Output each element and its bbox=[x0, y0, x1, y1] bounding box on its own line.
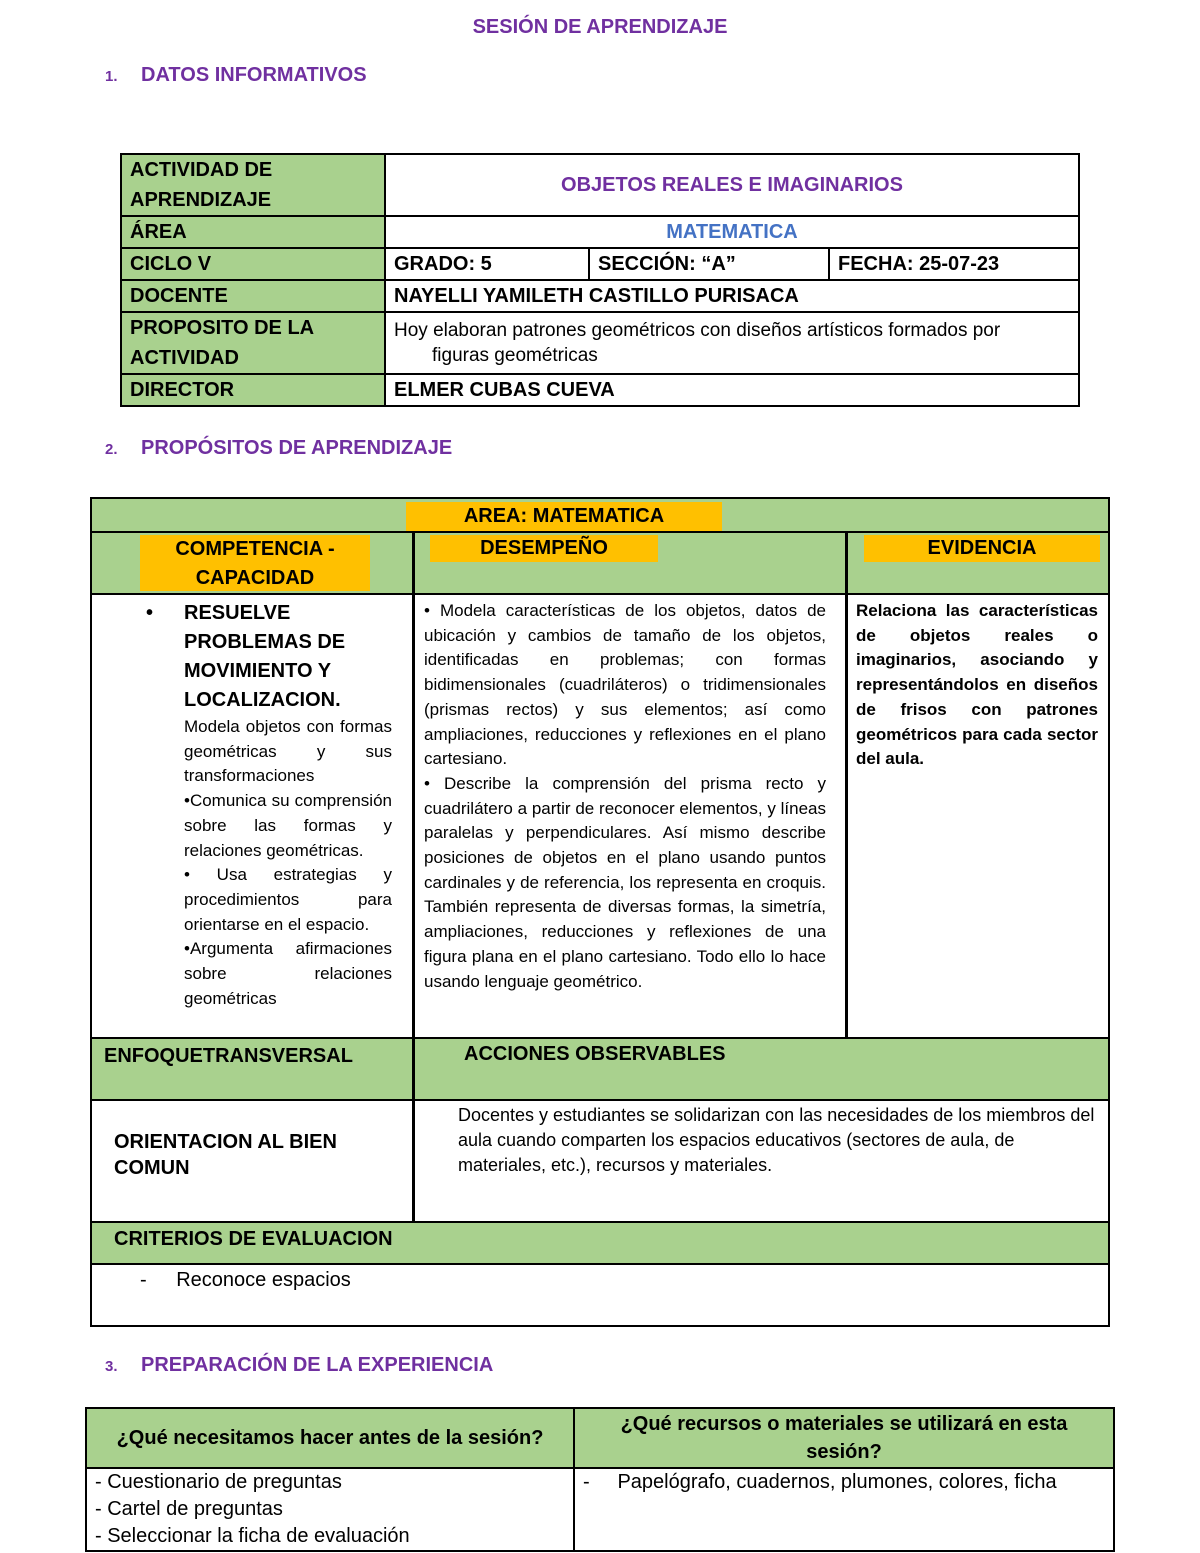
divider bbox=[92, 531, 1108, 533]
criterios-label: CRITERIOS DE EVALUACION bbox=[114, 1228, 393, 1250]
docente-value: NAYELLI YAMILETH CASTILLO PURISACA bbox=[385, 280, 1079, 312]
section-heading-1 bbox=[105, 64, 367, 87]
grado-value: GRADO: 5 bbox=[385, 248, 589, 280]
divider bbox=[92, 1099, 1108, 1101]
section-heading-2 bbox=[105, 437, 452, 460]
seccion-value: SECCIÓN: “A” bbox=[589, 248, 829, 280]
evidencia-cell: Relaciona las características de objetos reales o imaginarios, asociando y representándolos en diseños de frisos con patrones geométricos para cada sector del aula. bbox=[856, 601, 1098, 769]
area-label: ÁREA bbox=[121, 216, 385, 248]
list-item: - Cartel de preguntas bbox=[95, 1498, 283, 1520]
antes-cell bbox=[86, 1468, 574, 1551]
section-label: PREPARACIÓN DE LA EXPERIENCIA bbox=[141, 1354, 494, 1376]
list-item: - Papelógrafo, cuadernos, plumones, colores, ficha bbox=[583, 1471, 1057, 1493]
ciclo-label: CICLO V bbox=[121, 248, 385, 280]
antes-header: ¿Qué necesitamos hacer antes de la sesión? bbox=[86, 1408, 574, 1468]
enfoque-label: ENFOQUETRANSVERSAL bbox=[104, 1045, 353, 1067]
competencia-item: • Usa estrategias y procedimientos para orientarse en el espacio. bbox=[184, 865, 392, 934]
proposito-line-2: figuras geométricas bbox=[432, 345, 598, 366]
proposito-line-1: Hoy elaboran patrones geométricos con diseños artísticos formados por bbox=[394, 320, 1001, 341]
document-title: SESIÓN DE APRENDIZAJE bbox=[472, 16, 728, 38]
criterios-list-item bbox=[140, 1269, 351, 1292]
list-item: - Cuestionario de preguntas bbox=[95, 1471, 342, 1493]
area-value: MATEMATICA bbox=[385, 216, 1079, 248]
divider bbox=[845, 531, 848, 1037]
divider bbox=[92, 1263, 1108, 1265]
desempeno-item: • Modela características de los objetos, datos de ubicación y cambios de tamaño de los objetos, identificadas en problemas; con formas bidimensionales (cuadriláteros) o tridimensionales (prismas rectos) y sus elementos; así como ampliaciones, reducciones y reflexiones en el plano cartesiano. bbox=[424, 601, 826, 769]
criterios-item: Reconoce espacios bbox=[176, 1269, 351, 1291]
competencia-cell bbox=[142, 599, 392, 1011]
divider bbox=[92, 1037, 1108, 1039]
competencia-title: RESUELVE PROBLEMAS DE MOVIMIENTO Y LOCALIZACION. bbox=[184, 602, 346, 711]
dash-icon: - bbox=[140, 1269, 147, 1291]
propositos-block bbox=[90, 497, 1110, 1327]
section-number: 2. bbox=[105, 441, 118, 458]
enfoque-value: ORIENTACION AL BIEN COMUN bbox=[114, 1131, 337, 1179]
bullet-icon: • bbox=[146, 602, 154, 624]
section-heading-3 bbox=[105, 1354, 493, 1377]
competencia-item: •Comunica su comprensión sobre las formas y relaciones geométricas. bbox=[184, 791, 392, 860]
divider bbox=[92, 593, 1108, 595]
section-number: 1. bbox=[105, 68, 118, 85]
desempeno-header: DESEMPEÑO bbox=[430, 535, 658, 562]
desempeno-cell bbox=[424, 599, 826, 994]
competencia-title-item bbox=[142, 599, 392, 715]
proposito-value bbox=[385, 312, 1079, 374]
actividad-label: ACTIVIDAD DE APRENDIZAJE bbox=[121, 154, 385, 216]
section-label: PROPÓSITOS DE APRENDIZAJE bbox=[141, 437, 453, 459]
datos-informativos-table bbox=[120, 153, 1080, 407]
fecha-value: FECHA: 25-07-23 bbox=[829, 248, 1079, 280]
desempeno-item: • Describe la comprensión del prisma recto y cuadrilátero a partir de reconocer elementos, y líneas paralelas y perpendiculares. Así mismo describe posiciones de objetos en el plano usando puntos cardinales y de referencia, los representa en croquis. También representa de diversas formas, la simetría, ampliaciones, reducciones y reflexiones de una figura plana en el plano cartesiano. Todo ello lo hace usando lenguaje geométrico. bbox=[424, 773, 826, 991]
section-number: 3. bbox=[105, 1358, 118, 1375]
competencia-item: Modela objetos con formas geométricas y sus transformaciones bbox=[184, 717, 392, 786]
divider bbox=[412, 531, 415, 1221]
actividad-value: OBJETOS REALES E IMAGINARIOS bbox=[385, 154, 1079, 216]
director-label: DIRECTOR bbox=[121, 374, 385, 406]
list-item: - Seleccionar la ficha de evaluación bbox=[95, 1525, 410, 1547]
docente-label: DOCENTE bbox=[121, 280, 385, 312]
divider bbox=[92, 1221, 1108, 1223]
competencia-header: COMPETENCIA - CAPACIDAD bbox=[140, 535, 370, 591]
recursos-header: ¿Qué recursos o materiales se utilizará en esta sesión? bbox=[574, 1408, 1114, 1468]
proposito-label: PROPOSITO DE LA ACTIVIDAD bbox=[121, 312, 385, 374]
section-label: DATOS INFORMATIVOS bbox=[141, 64, 367, 86]
acciones-value: Docentes y estudiantes se solidarizan con las necesidades de los miembros del aula cuando comparten los espacios educativos (sectores de aula, de materiales, etc.), recursos y materiales. bbox=[458, 1105, 1095, 1175]
preparacion-table bbox=[85, 1407, 1115, 1552]
director-value: ELMER CUBAS CUEVA bbox=[385, 374, 1079, 406]
competencia-items bbox=[142, 715, 392, 1011]
recursos-cell bbox=[574, 1468, 1114, 1551]
evidencia-header: EVIDENCIA bbox=[864, 535, 1100, 562]
area-header: AREA: MATEMATICA bbox=[406, 502, 722, 531]
competencia-item: •Argumenta afirmaciones sobre relaciones geométricas bbox=[184, 939, 392, 1008]
acciones-label: ACCIONES OBSERVABLES bbox=[464, 1043, 726, 1065]
